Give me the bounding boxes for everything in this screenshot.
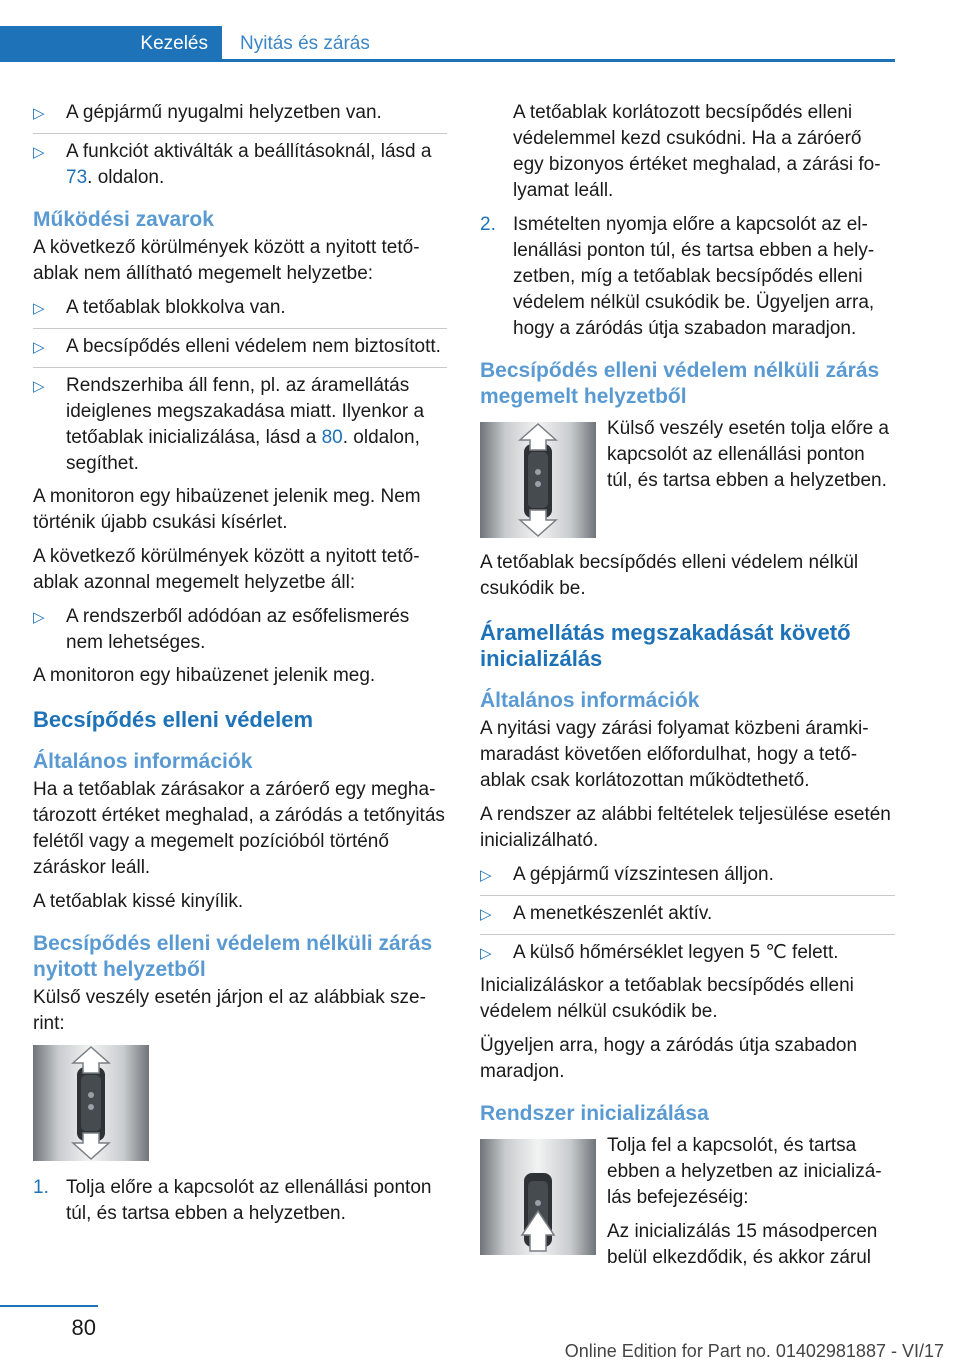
list-item: ▷ A menetkészenlét aktív.	[480, 895, 895, 927]
init-heading: Áramellátás megszakadását követő inicializálás	[480, 620, 851, 671]
paragraph: A következő körülmények között a nyitott tetőablak azonnal megemelt helyzetbe áll:	[33, 546, 420, 593]
list-item: ▷ A külső hőmérséklet legyen 5 ℃ felett.	[480, 934, 895, 966]
no-pinch-open-heading: Becsípődés elleni védelem nélküli zárás nyitott helyzetből	[33, 932, 433, 981]
system-init-heading: Rendszer inicializálása	[480, 1102, 709, 1125]
figure-row	[480, 416, 895, 538]
left-column	[33, 100, 447, 1234]
page-link-73[interactable]: 73	[66, 167, 88, 188]
tab-nyitas-es-zaras[interactable]: Nyitás és zárás	[240, 33, 370, 54]
general-info-heading: Általános információk	[33, 750, 253, 773]
triangle-bullet-icon: ▷	[33, 144, 45, 161]
list-item: ▷ A tetőablak blokkolva van.	[33, 295, 447, 321]
paragraph: Külső veszély esetén járjon el az alábbiak szerint:	[33, 987, 426, 1034]
header-tabbar	[0, 26, 895, 62]
paragraph: A monitoron egy hibaüzenet jelenik meg.	[33, 665, 376, 686]
figure-text	[607, 1133, 895, 1279]
switch-illustration-forward	[33, 1045, 149, 1161]
paragraph: Külső veszély esetén tolja előre a kapcsolót az ellenállási ponton túl, és tartsa ebben a helyzetben.	[607, 418, 889, 491]
step-number: 1.	[33, 1177, 49, 1198]
page-number: 80	[71, 1315, 96, 1340]
malfunction-heading: Működési zavarok	[33, 208, 214, 231]
triangle-bullet-icon: ▷	[33, 339, 45, 356]
no-pinch-raised-heading: Becsípődés elleni védelem nélküli zárás megemelt helyzetből	[480, 359, 880, 408]
step-number: 2.	[480, 214, 496, 235]
switch-illustration-up	[480, 1139, 596, 1255]
list-item: ▷ A gépjármű vízszintesen álljon.	[480, 862, 895, 888]
footer-rule	[0, 1305, 98, 1307]
list-item: 1. Tolja előre a kapcsolót az ellenállási ponton túl, és tartsa ebben a helyzetben.	[33, 1177, 432, 1224]
page-link-80[interactable]: 80	[321, 427, 343, 448]
list-item: 2. Ismételten nyomja előre a kapcsolót az ellenállási ponton túl, és tartsa ebben a helyzetben, míg a tetőablak becsípődés elleni védelem nélkül csukódik be. Ügyeljen arra, hogy a záródás útja szabadon maradjon.	[480, 214, 875, 339]
paragraph: Tolja fel a kapcsolót, és tartsa ebben a helyzetben az inicializálás befejezéséig:	[607, 1135, 882, 1208]
triangle-bullet-icon: ▷	[480, 906, 492, 923]
tab-kezeles[interactable]: Kezelés	[0, 26, 222, 62]
list-item: ▷ A rendszerből adódóan az esőfelismerés nem lehetséges.	[33, 606, 410, 653]
paragraph: A rendszer az alábbi feltételek teljesülése esetén inicializálható.	[480, 804, 891, 851]
right-column	[480, 100, 895, 1291]
triangle-bullet-icon: ▷	[480, 945, 492, 962]
paragraph: A tetőablak kissé kinyílik.	[33, 891, 244, 912]
init-bullet-list	[480, 862, 895, 966]
edition-note: Online Edition for Part no. 01402981887 - VI/17	[564, 1341, 944, 1361]
malfunction-bullet-list-2	[33, 604, 447, 656]
paragraph: Ha a tetőablak zárásakor a záróerő egy meghatározott értéket meghalad, a záródás a tetőnyitás felétől vagy a megemelt pozícióból történő záráskor leáll.	[33, 779, 445, 878]
intro-bullet-list	[33, 100, 447, 191]
steps-list	[33, 1175, 447, 1227]
init-general-heading: Általános információk	[480, 689, 700, 712]
malfunction-bullet-list	[33, 295, 447, 477]
triangle-bullet-icon: ▷	[480, 867, 492, 884]
paragraph: Inicializáláskor a tetőablak becsípődés elleni védelem nélkül csukódik be.	[480, 975, 854, 1022]
triangle-bullet-icon: ▷	[33, 378, 45, 395]
switch-illustration-forward-2	[480, 422, 596, 538]
paragraph: Az inicializálás 15 másodpercen belül elkezdődik, és akkor zárul	[607, 1221, 878, 1268]
paragraph: Ügyeljen arra, hogy a záródás útja szabadon maradjon.	[480, 1035, 858, 1082]
paragraph: A nyitási vagy zárási folyamat közbeni áramkimaradást követően előfordulhat, hogy a tetőablak csak korlátozottan működtethető.	[480, 718, 869, 791]
paragraph: A következő körülmények között a nyitott tetőablak nem állítható megemelt helyzetbe:	[33, 237, 420, 284]
steps-list-continued	[480, 212, 895, 342]
paragraph: A tetőablak korlátozott becsípődés elleni védelemmel kezd csukódni. Ha a záróerő egy bizonyos értéket meghalad, a zárási folyamat leáll.	[513, 102, 881, 201]
figure-row	[480, 1133, 895, 1279]
list-item: ▷ A gépjármű nyugalmi helyzetben van.	[33, 100, 447, 126]
triangle-bullet-icon: ▷	[33, 105, 45, 122]
list-item: ▷ A funkciót aktiválták a beállításoknál, lásd a 73. oldalon.	[33, 133, 447, 191]
pinch-protection-heading: Becsípődés elleni védelem	[33, 707, 314, 732]
triangle-bullet-icon: ▷	[33, 300, 45, 317]
paragraph: A monitoron egy hibaüzenet jelenik meg. Nem történik újabb csukási kísérlet.	[33, 486, 421, 533]
list-item: ▷ Rendszerhiba áll fenn, pl. az áramellátás ideiglenes megszakadása miatt. Ilyenkor a tetőablak inicializálása, lásd a 80. oldalon, segíthet.	[33, 367, 447, 477]
triangle-bullet-icon: ▷	[33, 609, 45, 626]
tab-underline	[222, 59, 895, 62]
list-item: ▷ A becsípődés elleni védelem nem biztosított.	[33, 328, 447, 360]
paragraph: A tetőablak becsípődés elleni védelem nélkül csukódik be.	[480, 552, 859, 599]
